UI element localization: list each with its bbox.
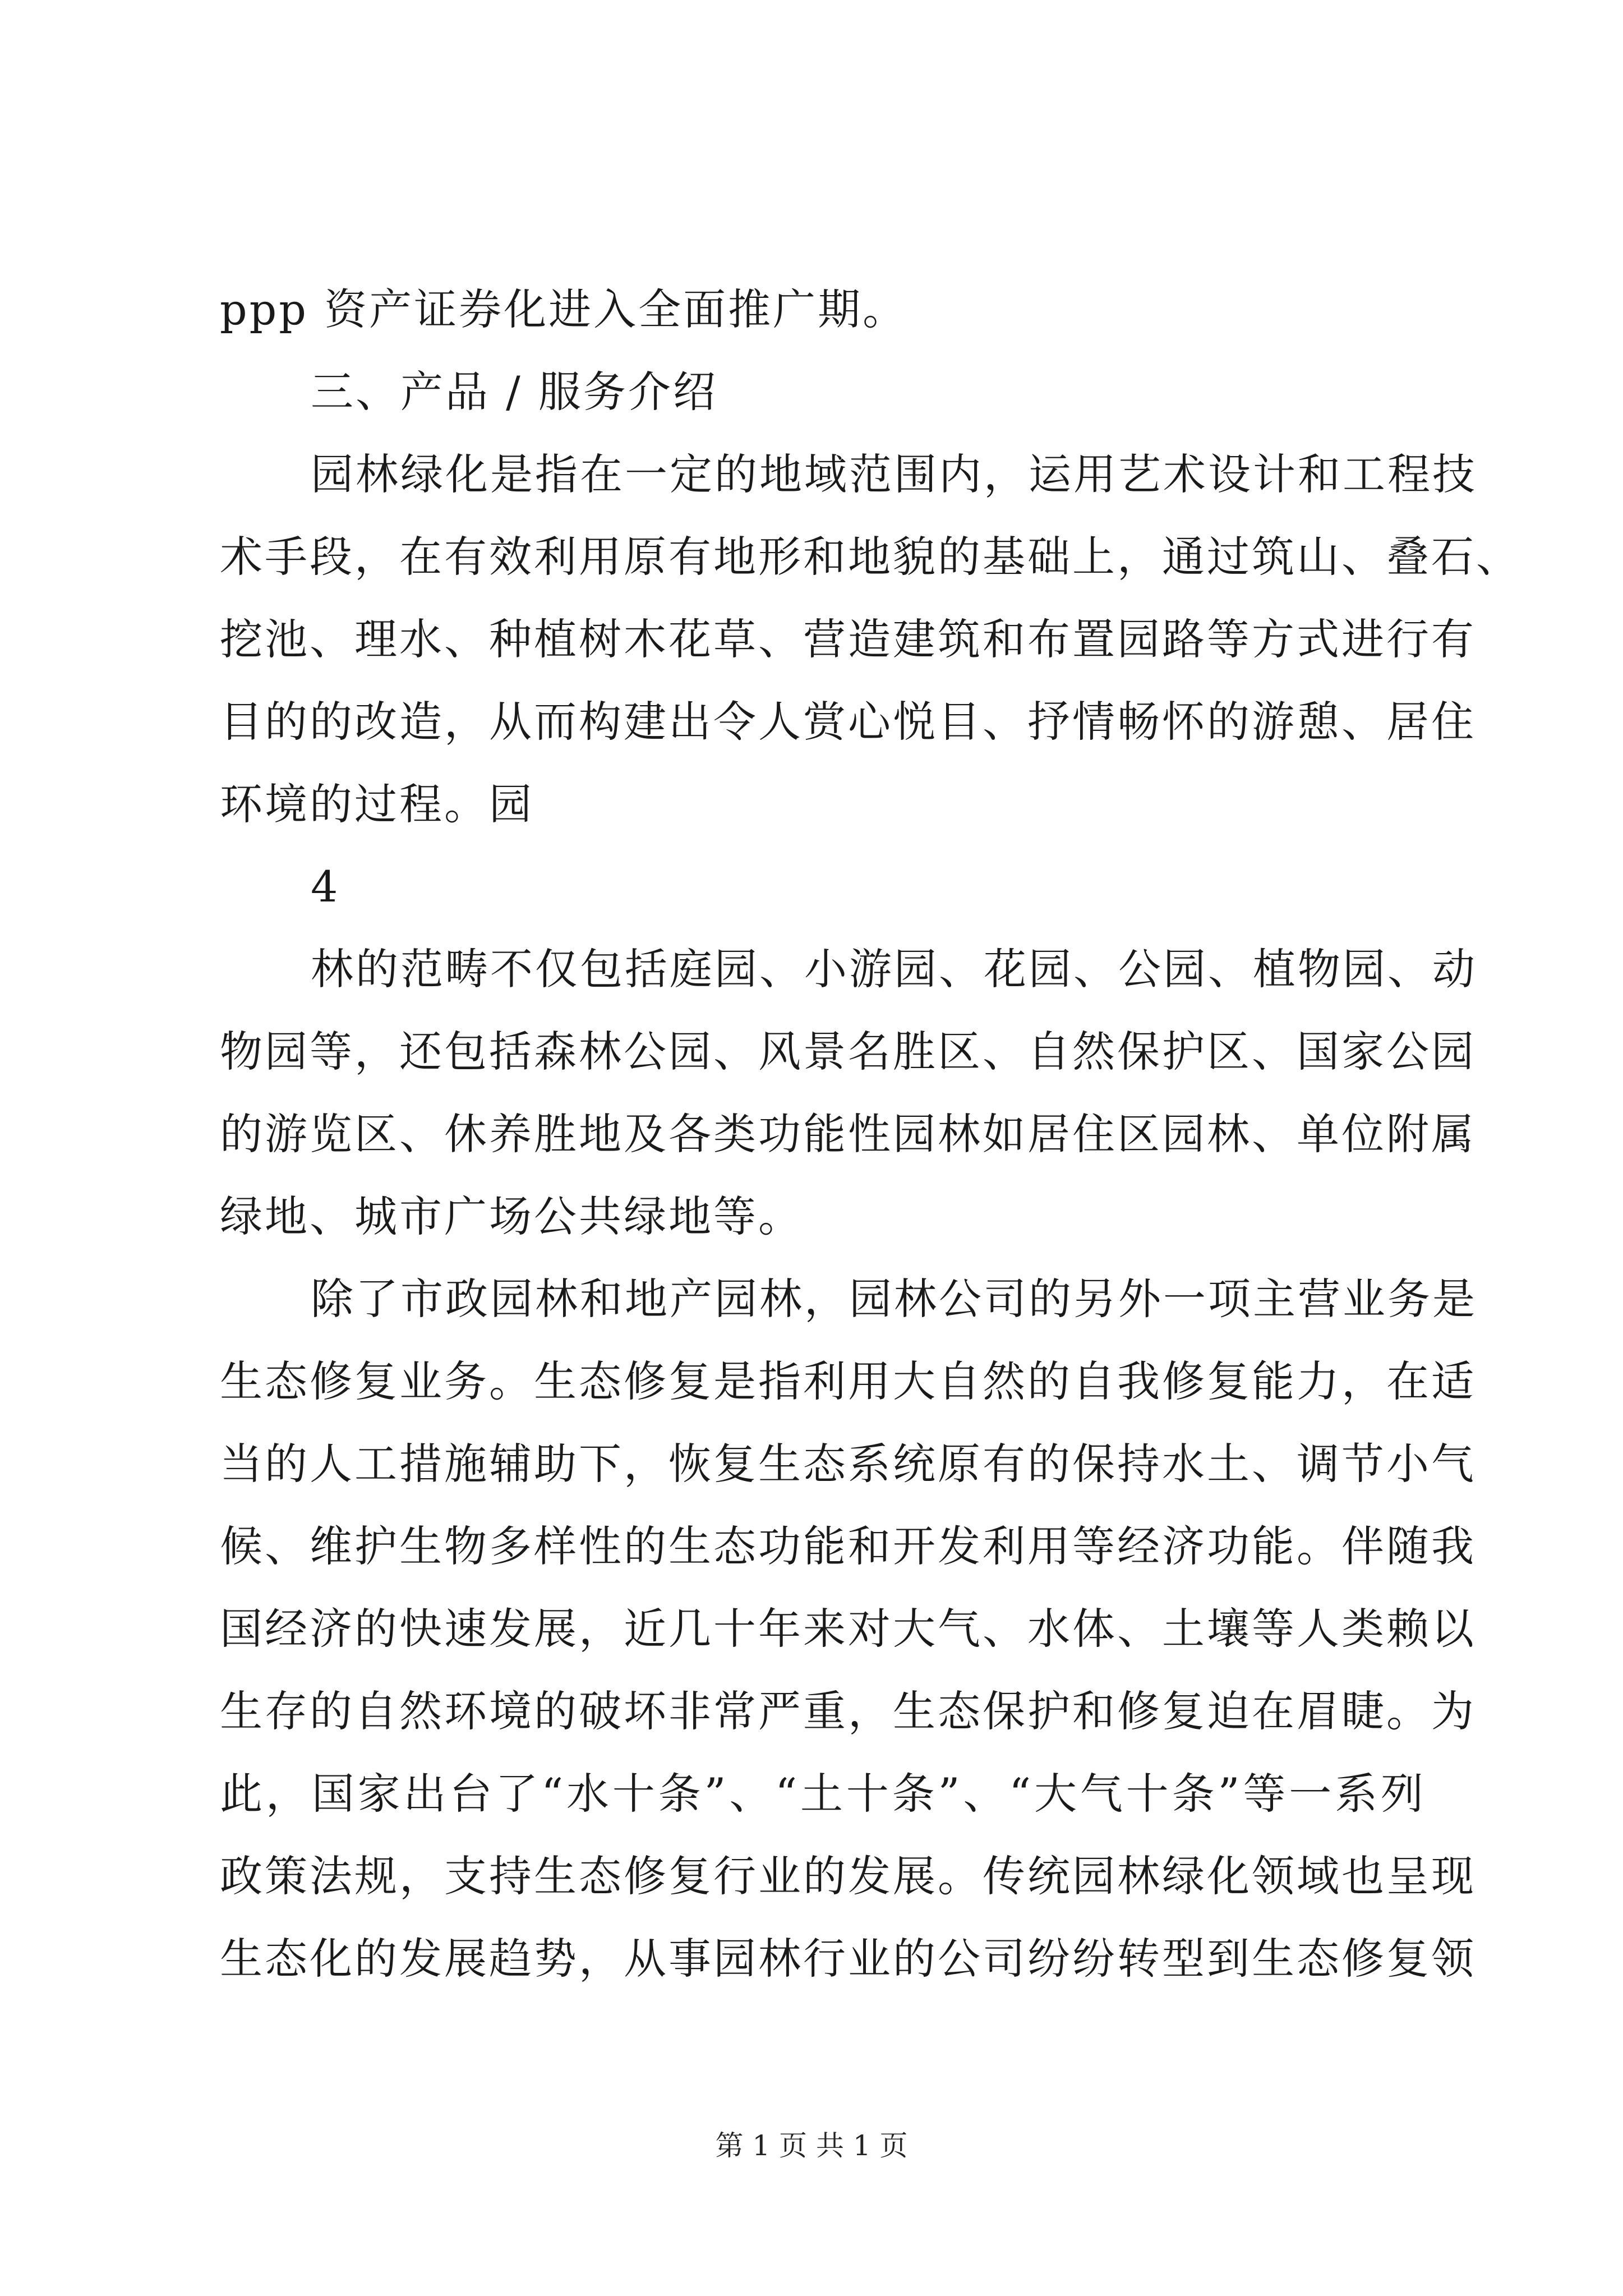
text-line: 政策法规，支持生态修复行业的发展。传统园林绿化领域也呈现: [220, 1851, 1476, 1901]
text-line: 术手段，在有效利用原有地形和地貌的基础上，通过筑山、叠石、: [220, 532, 1521, 582]
text-line: 园林绿化是指在一定的地域范围内，运用艺术设计和工程技: [311, 449, 1477, 499]
text-line: 挖池、理水、种植树木花草、营造建筑和布置园路等方式进行有: [220, 614, 1476, 664]
text-line: 4: [311, 862, 340, 912]
text-line: 生态修复业务。生态修复是指利用大自然的自我修复能力，在适: [220, 1356, 1476, 1406]
text-line: 林的范畴不仅包括庭园、小游园、花园、公园、植物园、动: [311, 944, 1477, 994]
text-line: 三、产品 / 服务介绍: [311, 367, 718, 417]
text-line: 环境的过程。园: [220, 779, 534, 829]
text-line: 国经济的快速发展，近几十年来对大气、水体、土壤等人类赖以: [220, 1604, 1476, 1654]
text-line: 除了市政园林和地产园林，园林公司的另外一项主营业务是: [311, 1274, 1477, 1324]
text-line: 当的人工措施辅助下，恢复生态系统原有的保持水土、调节小气: [220, 1439, 1476, 1489]
page-footer: 第 1 页 共 1 页: [715, 2129, 908, 2162]
text-line: 生存的自然环境的破坏非常严重，生态保护和修复迫在眉睫。为: [220, 1686, 1476, 1736]
text-line: 目的的改造，从而构建出令人赏心悦目、抒情畅怀的游憩、居住: [220, 697, 1476, 747]
text-line: 绿地、城市广场公共绿地等。: [220, 1191, 803, 1241]
text-line: 生态化的发展趋势，从事园林行业的公司纷纷转型到生态修复领: [220, 1934, 1476, 1984]
text-line: ppp 资产证券化进入全面推广期。: [220, 284, 908, 334]
text-line: 的游览区、休养胜地及各类功能性园林如居住区园林、单位附属: [220, 1109, 1476, 1159]
document-body: [220, 268, 1521, 2000]
text-line: 候、维护生物多样性的生态功能和开发利用等经济功能。伴随我: [220, 1521, 1476, 1571]
text-line: 物园等，还包括森林公园、风景名胜区、自然保护区、国家公园: [220, 1027, 1476, 1076]
text-line: 此，国家出台了“水十条”、“土十条”、“大气十条”等一系列: [220, 1769, 1426, 1819]
